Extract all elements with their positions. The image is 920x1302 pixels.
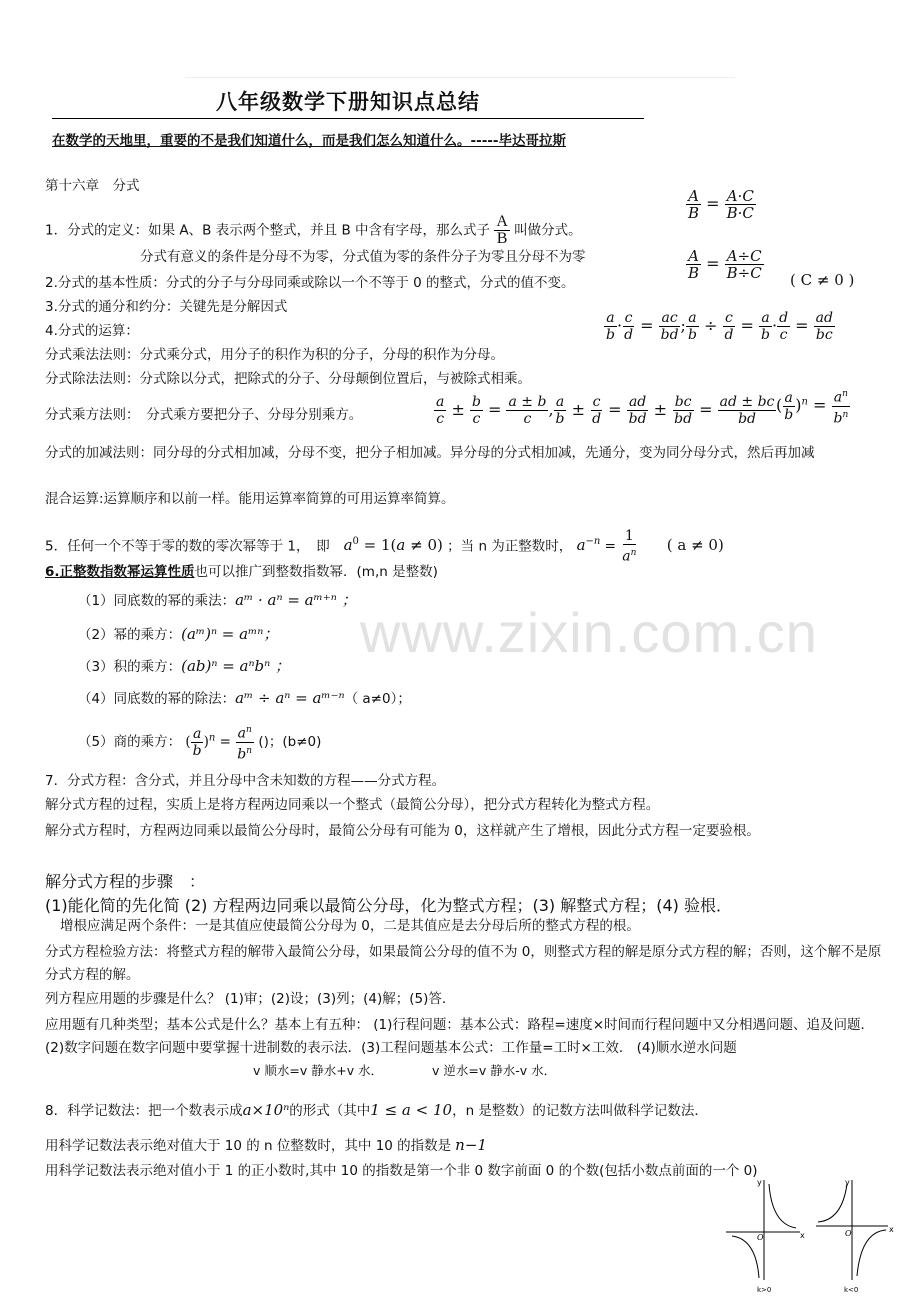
motto: 在数学的天地里，重要的不是我们知道什么，而是我们怎么知道什么。-----毕达哥拉斯	[52, 133, 567, 149]
property-3-label: （3）积的乘方：	[78, 659, 182, 675]
scientific-notation-def	[45, 1101, 708, 1120]
formula-basic-divide: $\frac{A}{B}$ = $\frac{A\div C}{B\div C}$	[688, 247, 762, 282]
condition-c: ( C ≠ 0 )	[790, 271, 855, 289]
division-rule: 分式除法法则：分式除以分式，把除式的分子、分母颠倒位置后，与被除式相乘。	[45, 371, 531, 387]
axis-x-left: x	[800, 1231, 805, 1240]
property-1-formula: aᵐ · aⁿ = aᵐ⁺ⁿ ；	[235, 591, 357, 609]
neg-power-condition: ( a ≠ 0)	[666, 536, 724, 555]
add-sub-rule: 分式的加减法则：同分母的分式相加减，分母不变，把分子相加减。异分母的分式相加减，先通分，变为同分母分式，然后再加减	[45, 445, 815, 461]
zero-power-line: 5．任何一个不等于零的数的零次幂等于 1， 即 $a^0 = 1(a \ne 0)$ ；当 n 为正整数时， $a^{-n}$ = $\frac{1}{a^n}$ ( a ≠ 0)	[45, 528, 724, 565]
mixed-operations: 混合运算:运算顺序和以前一样。能用运算率简算的可用运算率简算。	[45, 491, 455, 507]
power-property-2	[78, 625, 278, 644]
basic-property: 2.分式的基本性质：分式的分子与分母同乘或除以一个不等于 0 的整式，分式的值不变。	[45, 275, 575, 291]
sci-range-formula: 1 ≤ a < 10	[370, 1101, 453, 1119]
property-4-label: （4）同底数的幂的除法：	[78, 691, 236, 707]
formula-add-sub: $\frac{a}{c}$ ± $\frac{b}{c}$ = $\frac{a \pm b}{c}$ , $\frac{a}{b}$ ± $\frac{c}{d}$ = $\frac{ad}{bd}$ ± $\frac{bc}{bd}$ = $\frac{ad \pm bc}{bd}$	[436, 394, 775, 427]
sci-large-text: 用科学记数法表示绝对值大于 10 的 n 位整数时，其中 10 的指数是	[45, 1138, 452, 1154]
upstream-speed: v 逆水=v 静水-v 水．	[432, 1063, 557, 1078]
sci-text-3: ，n 是整数）的记数方法叫做科学记数法．	[452, 1103, 708, 1119]
axis-y-left: y	[757, 1178, 762, 1187]
top-rule	[185, 77, 735, 78]
origin-left: O	[757, 1233, 764, 1242]
definition-line	[45, 214, 582, 247]
watermark: www.zixin.com.cn	[360, 601, 818, 664]
power-property-1	[78, 591, 357, 610]
origin-right: O	[845, 1229, 852, 1238]
integer-power-note: 也可以推广到整数指数幂．(m,n 是整数)	[194, 564, 438, 580]
extraneous-conditions: 增根应满足两个条件：一是其值应使最简公分母为 0，二是其值应是去分母后所的整式方程的根。	[60, 918, 640, 934]
property-5-label: （5）商的乘方：	[78, 734, 182, 751]
multiplication-rule: 分式乘法法则：分式乘分式，用分子的积作为积的分子，分母的积作为分母。	[45, 347, 504, 363]
formula-fraction-power: ( $\frac{a}{b}$ )$^n$ = $\frac{a^n}{b^n}$	[776, 386, 850, 426]
property-4-formula: aᵐ ÷ aⁿ = aᵐ⁻ⁿ	[235, 689, 345, 707]
label-k-positive: k>0	[757, 1286, 772, 1294]
zero-power-text: 5．任何一个不等于零的数的零次幂等于 1， 即	[45, 538, 330, 555]
power-rule: 分式乘方法则： 分式乘方要把分子、分母分别乘方。	[45, 407, 363, 423]
negative-power-text: ；当 n 为正整数时，	[447, 538, 573, 555]
formula-mul-div: $\frac{a}{b}$ · $\frac{c}{d}$ = $\frac{ac}{bd}$ ; $\frac{a}{b}$ ÷ $\frac{c}{d}$ = $\frac{a}{b}$ · $\frac{d}{c}$ = $\frac{ad}{bc}$	[606, 310, 833, 343]
definition-text-end: 叫做分式。	[514, 222, 582, 239]
steps-title: 解分式方程的步骤 ：	[45, 872, 206, 891]
definition-text: 1．分式的定义：如果 A、B 表示两个整式，并且 B 中含有字母，那么式子	[45, 222, 491, 239]
property-1-label: （1）同底数的幂的乘法：	[78, 593, 236, 609]
sci-text-2: 的形式（其中	[289, 1103, 371, 1119]
power-property-3	[78, 657, 290, 676]
axis-x-right: x	[889, 1225, 894, 1234]
property-2-formula: (aᵐ)ⁿ = aᵐⁿ；	[181, 625, 279, 643]
sci-small-numbers: 用科学记数法表示绝对值小于 1 的正小数时,其中 10 的指数是第一个非 0 数字前面 0 的个数(包括小数点前面的一个 0)	[45, 1163, 758, 1179]
sci-text-1: 8．科学记数法：把一个数表示成	[45, 1103, 243, 1119]
graph-k-positive	[726, 1180, 800, 1280]
property-4-condition: （ a≠0）；	[344, 691, 411, 707]
power-property-5: （5）商的乘方： ( $\frac{a}{b}$ )$^n$ = $\frac{a^n}{b^n}$ ()；(b≠0)	[78, 722, 321, 762]
fraction-a-over-b	[494, 214, 510, 247]
fraction-numerator: A	[496, 213, 508, 230]
label-k-negative: k<0	[844, 1286, 859, 1294]
power-property-4	[78, 689, 411, 708]
application-steps: 列方程应用题的步骤是什么？ (1)审；(2)设；(3)列；(4)解；(5)答．	[45, 991, 456, 1007]
solving-process: 解分式方程的过程，实质上是将方程两边同乘以一个整式（最简公分母），把分式方程转化为整式方程。	[45, 797, 660, 813]
meaning-condition: 分式有意义的条件是分母不为零，分式值为零的条件分子为零且分母不为零	[140, 249, 586, 265]
integer-power-heading	[45, 563, 438, 581]
axis-y-right: y	[845, 1178, 850, 1187]
extraneous-root-note: 解分式方程时，方程两边同乘以最简公分母时，最简公分母有可能为 0，这样就产生了增根，因此分式方程一定要验根。	[45, 823, 760, 839]
fraction-denominator: B	[496, 230, 508, 247]
steps-list: (1)能化简的先化简 (2) 方程两边同乘以最简公分母，化为整式方程；(3) 解整式方程；(4) 验根．	[45, 896, 733, 915]
formula-basic-multiply: $\frac{A}{B}$ = $\frac{A\cdot C}{B\cdot C}$	[688, 187, 754, 222]
property-2-label: （2）幂的乘方：	[78, 627, 182, 643]
sci-form-formula: a×10ⁿ	[242, 1101, 290, 1119]
sci-large-numbers	[45, 1136, 487, 1155]
sci-large-exponent: n−1	[455, 1136, 487, 1154]
graph-k-negative	[816, 1180, 888, 1280]
property-3-formula: (ab)ⁿ = aⁿbⁿ ；	[181, 657, 290, 675]
check-method: 分式方程检验方法：将整式方程的解带入最简公分母，如果最简公分母的值不为 0，则整式方程的解是原分式方程的解；否则，这个解不是原分式方程的解。	[45, 944, 882, 983]
fractional-equation-def: 7．分式方程：含分式，并且分母中含未知数的方程——分式方程。	[45, 773, 446, 789]
integer-power-title: 6.正整数指数幂运算性质	[45, 564, 195, 580]
operations-heading: 4.分式的运算：	[45, 323, 139, 339]
chapter-heading: 第十六章 分式	[45, 178, 140, 194]
common-denominator: 3.分式的通分和约分：关键先是分解因式	[45, 299, 288, 315]
downstream-speed: v 顺水=v 静水+v 水．	[253, 1063, 384, 1078]
page-title: 八年级数学下册知识点总结	[52, 86, 644, 119]
property-5-condition: ()；(b≠0)	[258, 734, 322, 751]
inverse-function-graphs	[724, 1176, 900, 1296]
application-types: 应用题有几种类型；基本公式是什么？基本上有五种： (1)行程问题：基本公式：路程=速度×时间而行程问题中又分相遇问题、追及问题．(2)数字问题在数字问题中要掌握十进制数的表示法．(3)工程问题基本公式：工作量=工时×工效． (4)顺水逆水问题	[45, 1017, 875, 1056]
